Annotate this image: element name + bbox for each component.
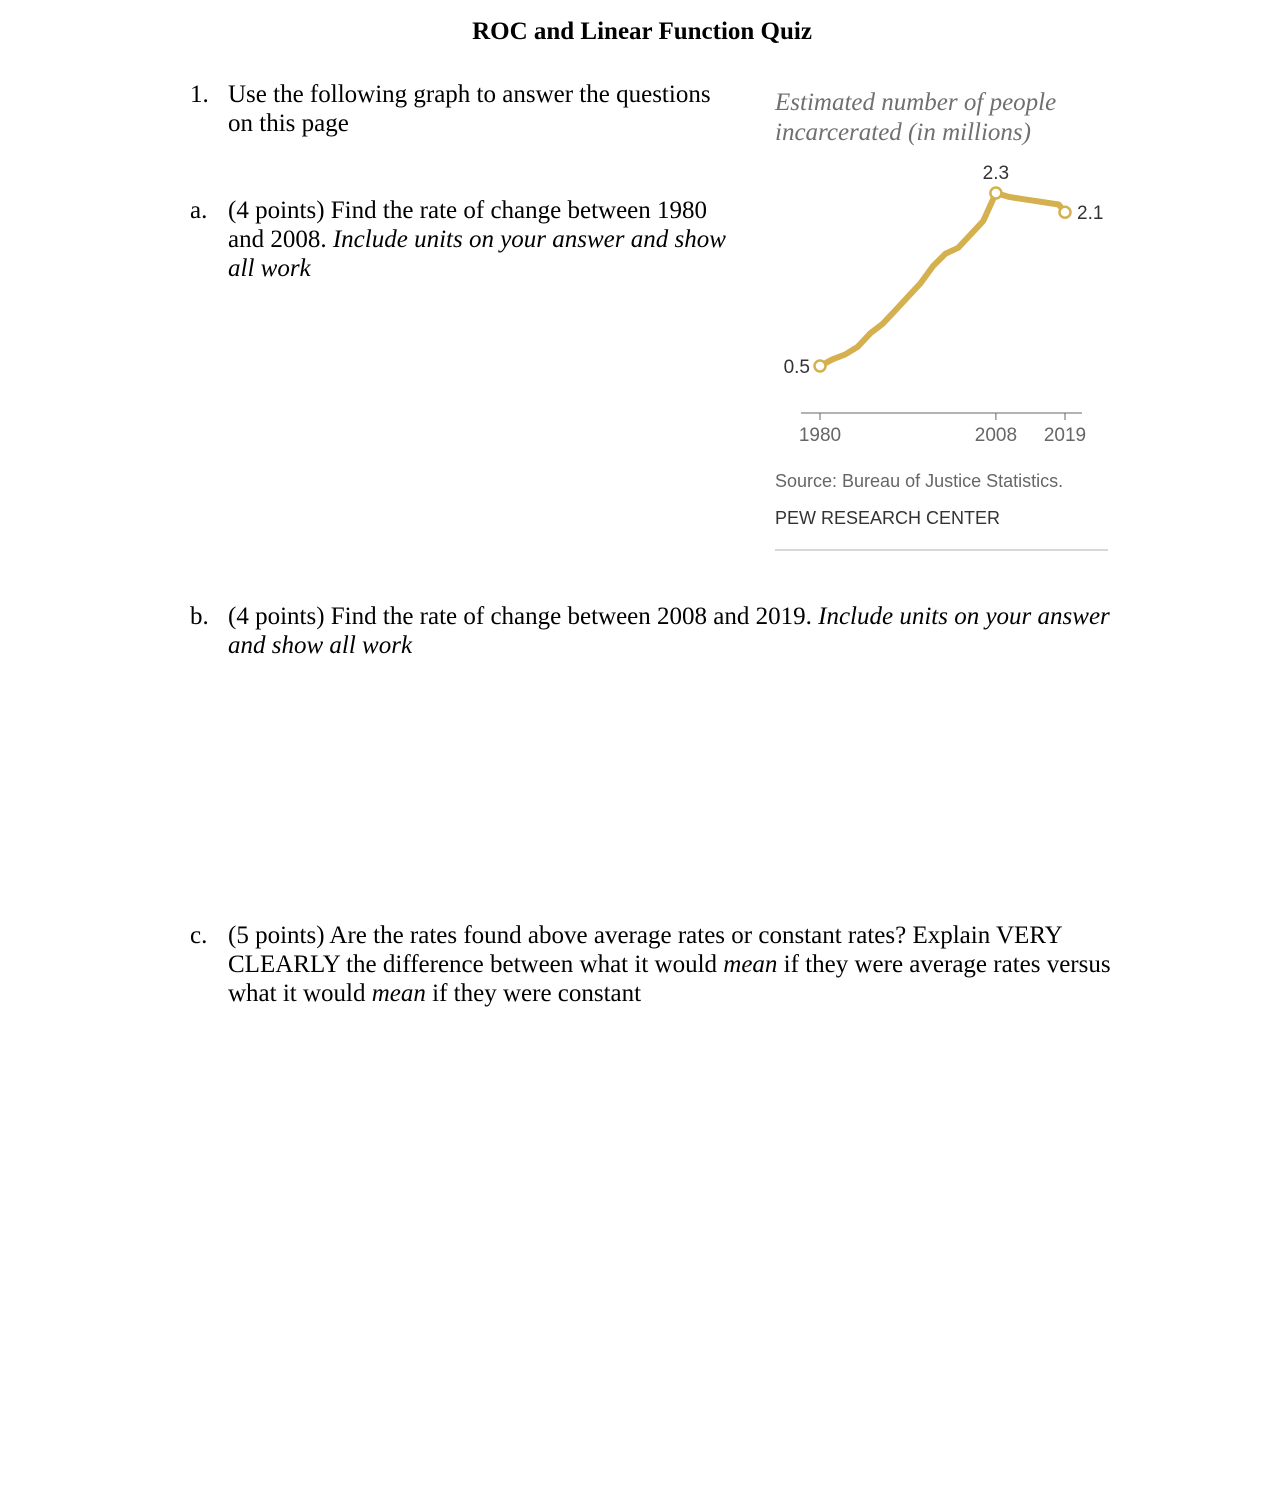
data-point-label: 2.3 <box>982 163 1010 184</box>
data-point-marker <box>990 188 1001 199</box>
part-c-marker: c. <box>190 922 208 949</box>
part-b-prompt: (4 points) Find the rate of change between 2008 and 2019. <box>228 603 819 630</box>
chart-publisher: PEW RESEARCH CENTER <box>775 508 1001 528</box>
part-c-text <box>228 921 1128 1008</box>
series-line <box>820 193 1065 366</box>
part-c-emphasis-2: mean <box>371 980 426 1007</box>
part-a-prompt: (4 points) Find the rate of change between 1980 and 2008. <box>228 197 708 253</box>
x-tick-label: 2019 <box>1043 425 1087 446</box>
quiz-title: ROC and Linear Function Quiz <box>472 18 812 45</box>
part-c-text-3: if they were constant <box>425 980 642 1007</box>
question-1-number: 1. <box>190 81 209 108</box>
part-a-text <box>228 196 728 283</box>
x-tick-label: 1980 <box>798 425 842 446</box>
incarceration-chart <box>760 75 1120 565</box>
part-b-instructions: Include units on your answer and show all work <box>228 603 1110 659</box>
part-b-marker: b. <box>190 603 209 630</box>
data-point-label: 2.1 <box>1077 203 1104 225</box>
data-point-label: 0.5 <box>783 357 810 378</box>
part-a-marker: a. <box>190 197 208 224</box>
part-c-text-1: (5 points) Are the rates found above average rates or constant rates? Explain VERY CLEARLY the difference between what it would <box>228 922 1062 978</box>
question-1-text: Use the following graph to answer the questions on this page <box>228 81 711 137</box>
data-point-marker <box>815 361 826 372</box>
data-point-marker <box>1060 207 1071 218</box>
part-b-text <box>228 602 1128 660</box>
chart-title-line-1: Estimated number of people <box>775 89 1057 116</box>
part-c-emphasis-1: mean <box>723 951 778 978</box>
part-c-text-2: if they were average rates versus what it would <box>228 951 1111 1007</box>
part-a-instructions: Include units on your answer and show all work <box>228 226 726 282</box>
chart-source: Source: Bureau of Justice Statistics. <box>775 471 1064 491</box>
x-tick-label: 2008 <box>974 425 1018 446</box>
chart-title-line-2: incarcerated (in millions) <box>775 119 1031 146</box>
